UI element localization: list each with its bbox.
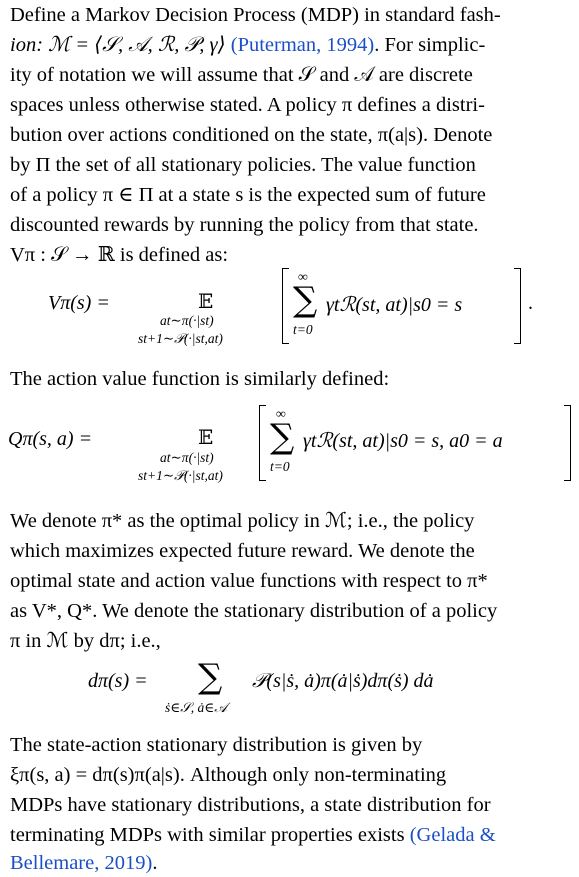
para1-line1: Define a Markov Decision Process (MDP) in standard fash- bbox=[10, 4, 501, 26]
para1-line5: bution over actions conditioned on the state, π(a|s). Denote bbox=[10, 124, 493, 146]
para1-line9: Vπ : 𝒮 → ℝ is defined as: bbox=[10, 244, 229, 266]
para3-line4: as V*, Q*. We denote the stationary distribution of a policy bbox=[10, 600, 498, 622]
para4-line2: ξπ(s, a) = dπ(s)π(a|s). Although only non-terminating bbox=[10, 764, 447, 786]
para3-line3: optimal state and action value functions with respect to π* bbox=[10, 570, 488, 592]
para3-line2: which maximizes expected future reward. We denote the bbox=[10, 540, 475, 562]
para4-line5: Bellemare, 2019). bbox=[10, 852, 158, 874]
para4-line4: terminating MDPs with similar properties exists (Gelada & bbox=[10, 824, 496, 846]
para1-line6: by Π the set of all stationary policies. The value function bbox=[10, 154, 476, 176]
para1-line2: ion: ℳ = ⟨𝒮, 𝒜, ℛ, 𝒫, γ⟩ (Puterman, 1994). For simplic- bbox=[10, 34, 486, 56]
para3-line1: We denote π* as the optimal policy in ℳ; i.e., the policy bbox=[10, 510, 475, 532]
citation-puterman[interactable]: (Puterman, 1994) bbox=[230, 34, 375, 56]
para3-line5: π in ℳ by dπ; i.e., bbox=[10, 630, 161, 652]
citation-gelada-1[interactable]: (Gelada & bbox=[409, 824, 496, 846]
para1-line8: discounted rewards by running the policy from that state. bbox=[10, 214, 479, 236]
para4-line3: MDPs have stationary distributions, a state distribution for bbox=[10, 794, 491, 816]
paper-page: Define a Markov Decision Process (MDP) in standard fash- ion: ℳ = ⟨𝒮, 𝒜, ℛ, 𝒫, γ⟩ (Puterman, 1994). For simplic- ity of notation we will assume that 𝒮 and 𝒜 are discrete spaces unless otherwise stated. A policy π defines a distri- bution over actions conditioned on the state, π(a|s). Denote by Π the set of all stationary policies. The value function of a policy π ∈ Π at a state s is the expected sum of future discounted rewards by running the policy from that state. Vπ : 𝒮 → ℝ is defined as: Vπ(s) = 𝔼 at∼π(·|st) st+1∼𝒫(·|st,at) ∞ ∑ t=0 γtℛ(st, at)|s0 = s . The action value function is similarly defined: Qπ(s, a) = 𝔼 at∼π(·|st) st+1∼𝒫(·|st,at) ∞ ∑ t=0 γtℛ(st, at)|s0 = s, a0 = a We denote π* as the optimal policy in ℳ; i.e., the policy which maximizes expected future reward. We denote the optimal state and action value functions with respect to π* as V*, Q*. We denote the stationary distribution of a policy π in ℳ by dπ; i.e., dπ(s) = ∑ ṡ∈𝒮, ȧ∈𝒜 𝒫(s|ṡ, ȧ)π(ȧ|ṡ)dπ(ṡ) dȧ The state-action stationary distribution is given by ξπ(s, a) = dπ(s)π(a|s). Although only non-terminating MDPs have stationary distributions, a state distribution for terminating MDPs with similar properties exists (Gelada & Bellemare, 2019). bbox=[0, 0, 579, 877]
para1-line4: spaces unless otherwise stated. A policy π defines a distri- bbox=[10, 94, 485, 116]
citation-gelada-2[interactable]: Bellemare, 2019) bbox=[10, 852, 153, 874]
para4-line1: The state-action stationary distribution is given by bbox=[10, 734, 423, 756]
para1-line3: ity of notation we will assume that 𝒮 and 𝒜 are discrete bbox=[10, 64, 473, 86]
para2-line1: The action value function is similarly defined: bbox=[10, 368, 390, 390]
para1-line7: of a policy π ∈ Π at a state s is the expected sum of future bbox=[10, 184, 486, 206]
